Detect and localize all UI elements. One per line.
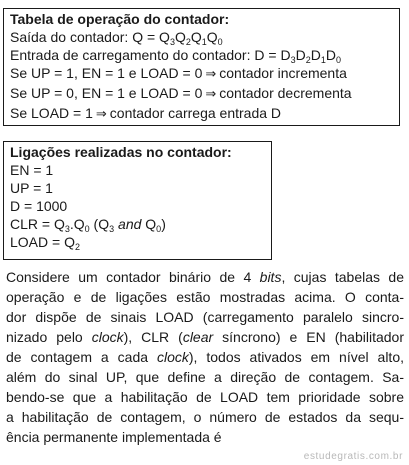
operation-table-box	[3, 8, 400, 126]
paragraph-line: a habilitação de contagem, o número de estados da sequ-	[6, 409, 404, 425]
paragraph-line: de contagem a cada clock), todos ativados em nível alto,	[6, 349, 405, 365]
load-connection: LOAD = $Q_2$	[10, 234, 80, 252]
paragraph-line: Considere um contador binário de 4 bits, cujas tabelas de	[6, 269, 404, 285]
increment-rule-line: Se UP = 1, EN = 1 e LOAD = 0 ⇒ contador incrementa	[10, 65, 347, 82]
operation-table-title: Tabela de operação do contador:	[10, 11, 230, 27]
d-connection: D = 1000	[10, 198, 68, 214]
en-connection: EN = 1	[10, 162, 54, 178]
paragraph-line: além do sinal UP, que define a direção de contagem. Sa-	[6, 369, 404, 385]
load-input-line: Entrada de carregamento do contador: $D = D_3D_2D_1D_0$	[10, 47, 341, 65]
paragraph-line: ência permanente implementada é	[6, 429, 222, 445]
paragraph-line: dor dispõe de sinais LOAD (carregamento paralelo sincro-	[6, 309, 404, 325]
load-rule-line: Se LOAD = 1 ⇒ contador carrega entrada D	[10, 105, 282, 122]
site-watermark: estudegratis.com.br	[303, 451, 403, 462]
paragraph-line: bendo-se que a habilitação de LOAD tem prioridade sobre	[6, 389, 404, 405]
implies-arrow-icon: ⇒	[95, 107, 107, 122]
connections-box	[3, 141, 272, 260]
paragraph-line: operação e de ligações estão mostradas acima. O conta-	[6, 289, 404, 305]
counter-output-line: Saída do contador: $Q = Q_3Q_2Q_1Q_0$	[10, 29, 223, 47]
paragraph-line: nizado pelo clock), CLR (clear síncrono) e EN (habilitador	[6, 329, 404, 345]
up-connection: UP = 1	[10, 180, 53, 196]
question-paragraph	[6, 267, 404, 447]
implies-arrow-icon: ⇒	[205, 87, 217, 102]
implies-arrow-icon: ⇒	[205, 67, 217, 82]
clr-connection: CLR = $Q_3.Q_0$ ($Q_3$ and $Q_0$)	[10, 216, 166, 234]
connections-title: Ligações realizadas no contador:	[10, 144, 232, 160]
decrement-rule-line: Se UP = 0, EN = 1 e LOAD = 0 ⇒ contador decrementa	[10, 85, 352, 102]
